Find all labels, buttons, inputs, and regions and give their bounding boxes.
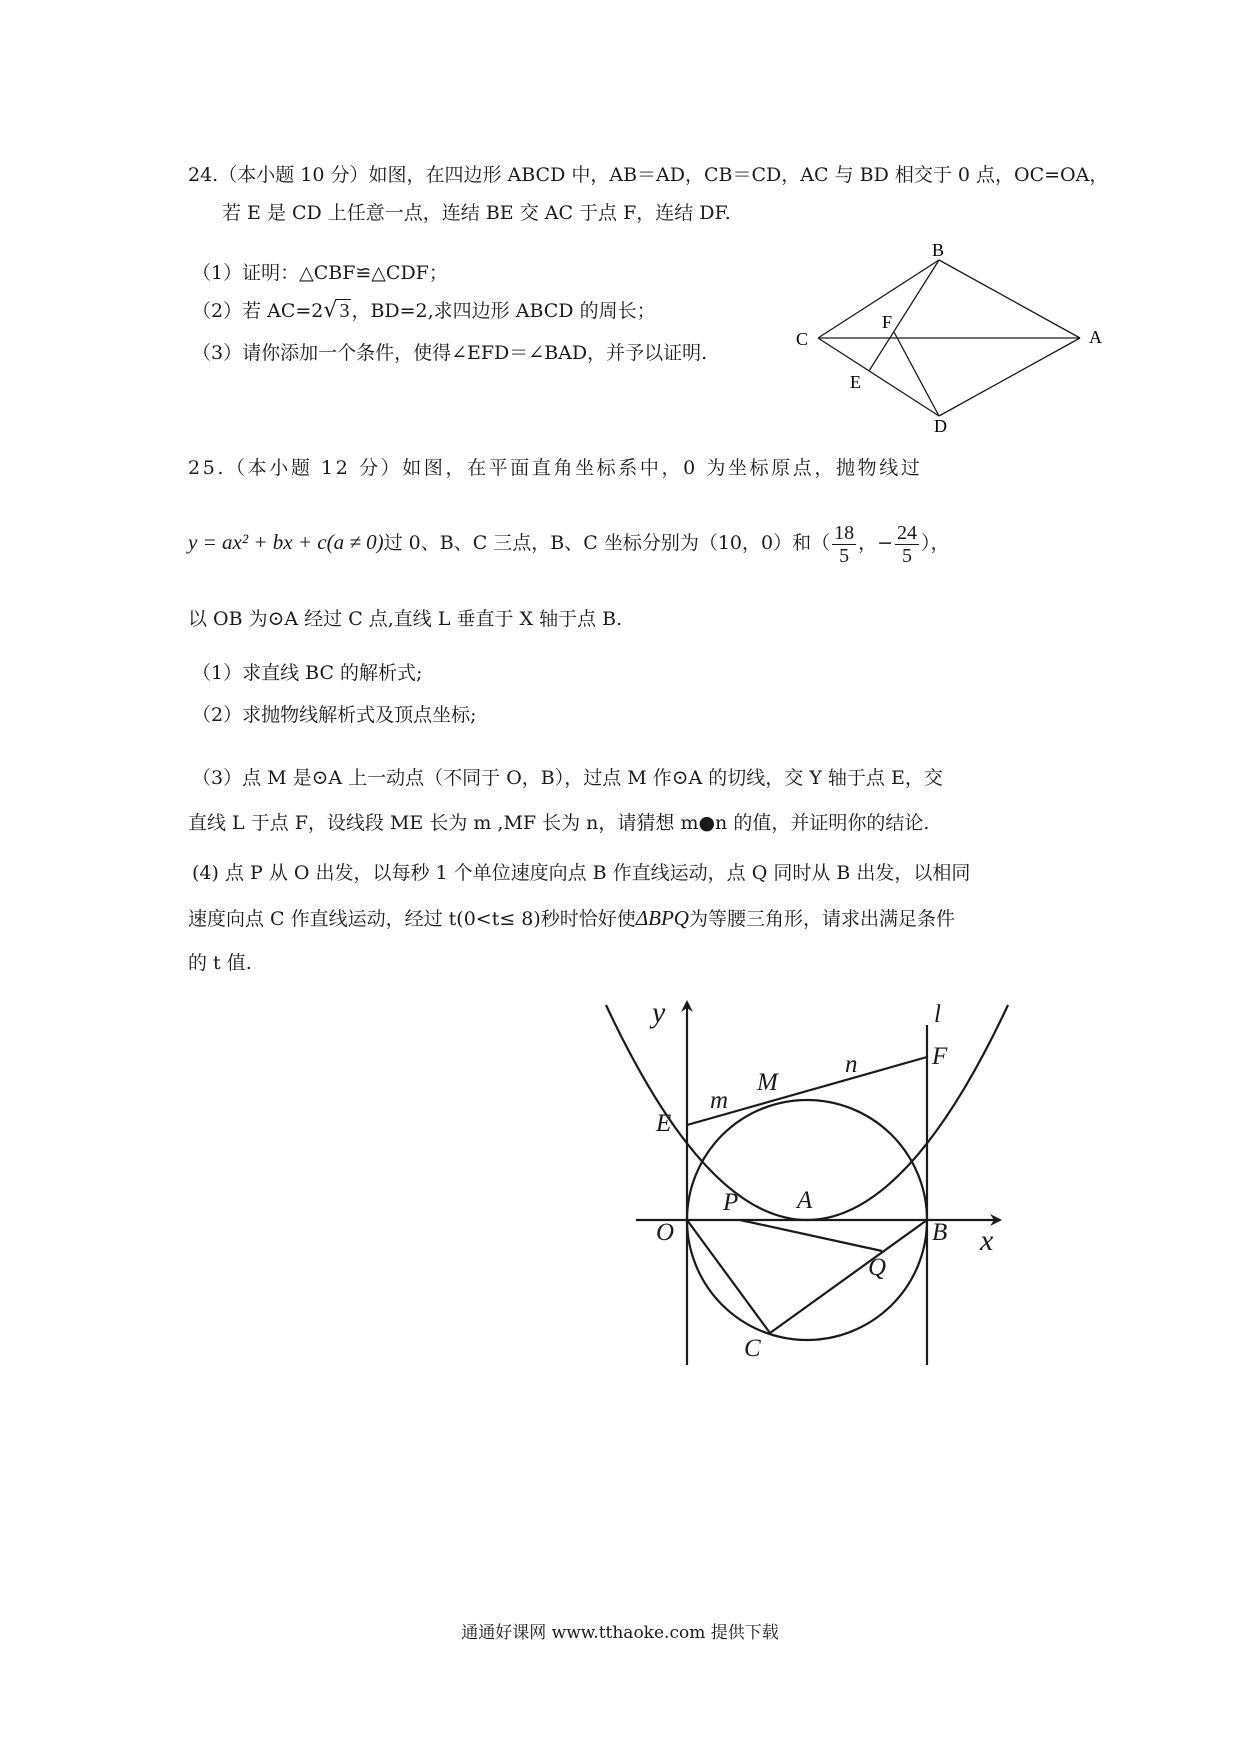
q24-label-e: E bbox=[850, 372, 861, 392]
circle-dot-symbol: ⊙ bbox=[267, 606, 285, 630]
parabola-equation: y = ax² + bx + c(a ≠ 0) bbox=[188, 530, 384, 554]
q24-label-d: D bbox=[934, 416, 947, 436]
q25-part3-line1: （3）点 M 是⊙A 上一动点（不同于 O，B），过点 M 作⊙A 的切线，交 Y 轴于点 E，交 bbox=[192, 765, 943, 789]
label-o: O bbox=[656, 1219, 675, 1246]
label-m-point: M bbox=[757, 1069, 778, 1096]
q24-line1: 24.（本小题 10 分）如图，在四边形 ABCD 中，AB＝AD，CB＝CD，AC 与 BD 相交于 0 点，OC=OA， bbox=[188, 164, 1109, 186]
q24-part2: （2）若 AC=2√ 3 ，BD=2,求四边形 ABCD 的周长； bbox=[192, 298, 656, 323]
label-m-segment: m bbox=[710, 1087, 729, 1114]
label-b: B bbox=[932, 1219, 948, 1246]
label-f: F bbox=[932, 1043, 948, 1070]
q25-part4-line3: 的 t 值. bbox=[188, 952, 252, 974]
q25-line2: y = ax² + bx + c(a ≠ 0)过 0、B、C 三点，B、C 坐标分别为（10，0）和（ $\frac{18}{5}$ ，− $\frac{24}{5}$ ）， bbox=[188, 521, 950, 567]
q25-part3-line2: 直线 L 于点 F，设线段 ME 长为 m ,MF 长为 n，请猜想 m●n 的值，并证明你的结论. bbox=[188, 812, 930, 834]
label-n: n bbox=[845, 1051, 858, 1078]
q24-part1: （1）证明：△CBF≌△CDF； bbox=[192, 262, 448, 284]
q25-part2: （2）求抛物线解析式及顶点坐标; bbox=[192, 704, 477, 726]
q24-label-b: B bbox=[932, 240, 945, 260]
q24-line2: 若 E 是 CD 上任意一点，连结 BE 交 AC 于点 F，连结 DF. bbox=[222, 202, 731, 224]
q25-part4-line2: 速度向点 C 作直线运动，经过 t(0<t≤ 8)秒时恰好使ΔBPQ为等腰三角形，请求出满足条件 bbox=[188, 906, 955, 930]
q25-line1: 25.（本小题 12 分）如图，在平面直角坐标系中，0 为坐标原点，抛物线过 bbox=[188, 457, 923, 479]
q24-label-a: A bbox=[1089, 327, 1102, 347]
label-y: y bbox=[652, 996, 666, 1029]
q24-label-f: F bbox=[882, 312, 893, 332]
footer-text: 通通好课网 www.tthaoke.com 提供下载 bbox=[461, 1623, 779, 1643]
circle-dot-symbol: ⊙ bbox=[671, 765, 689, 789]
label-q: Q bbox=[868, 1254, 887, 1281]
label-a: A bbox=[797, 1187, 813, 1214]
label-x: x bbox=[980, 1224, 994, 1257]
q24-part3: （3）请你添加一个条件，使得∠EFD＝∠BAD，并予以证明. bbox=[192, 342, 708, 364]
q25-part4-line1: (4) 点 P 从 O 出发，以每秒 1 个单位速度向点 B 作直线运动，点 Q 同时从 B 出发，以相同 bbox=[192, 862, 971, 884]
q25-part1: （1）求直线 BC 的解析式; bbox=[192, 662, 423, 684]
q24-label-c: C bbox=[796, 329, 809, 349]
circle-dot-symbol: ⊙ bbox=[311, 765, 329, 789]
q25-line3: 以 OB 为⊙A 经过 C 点,直线 L 垂直于 X 轴于点 B. bbox=[188, 606, 623, 630]
label-e: E bbox=[656, 1110, 672, 1137]
label-c: C bbox=[744, 1335, 761, 1362]
label-p: P bbox=[723, 1189, 739, 1216]
label-l: l bbox=[934, 1001, 941, 1028]
